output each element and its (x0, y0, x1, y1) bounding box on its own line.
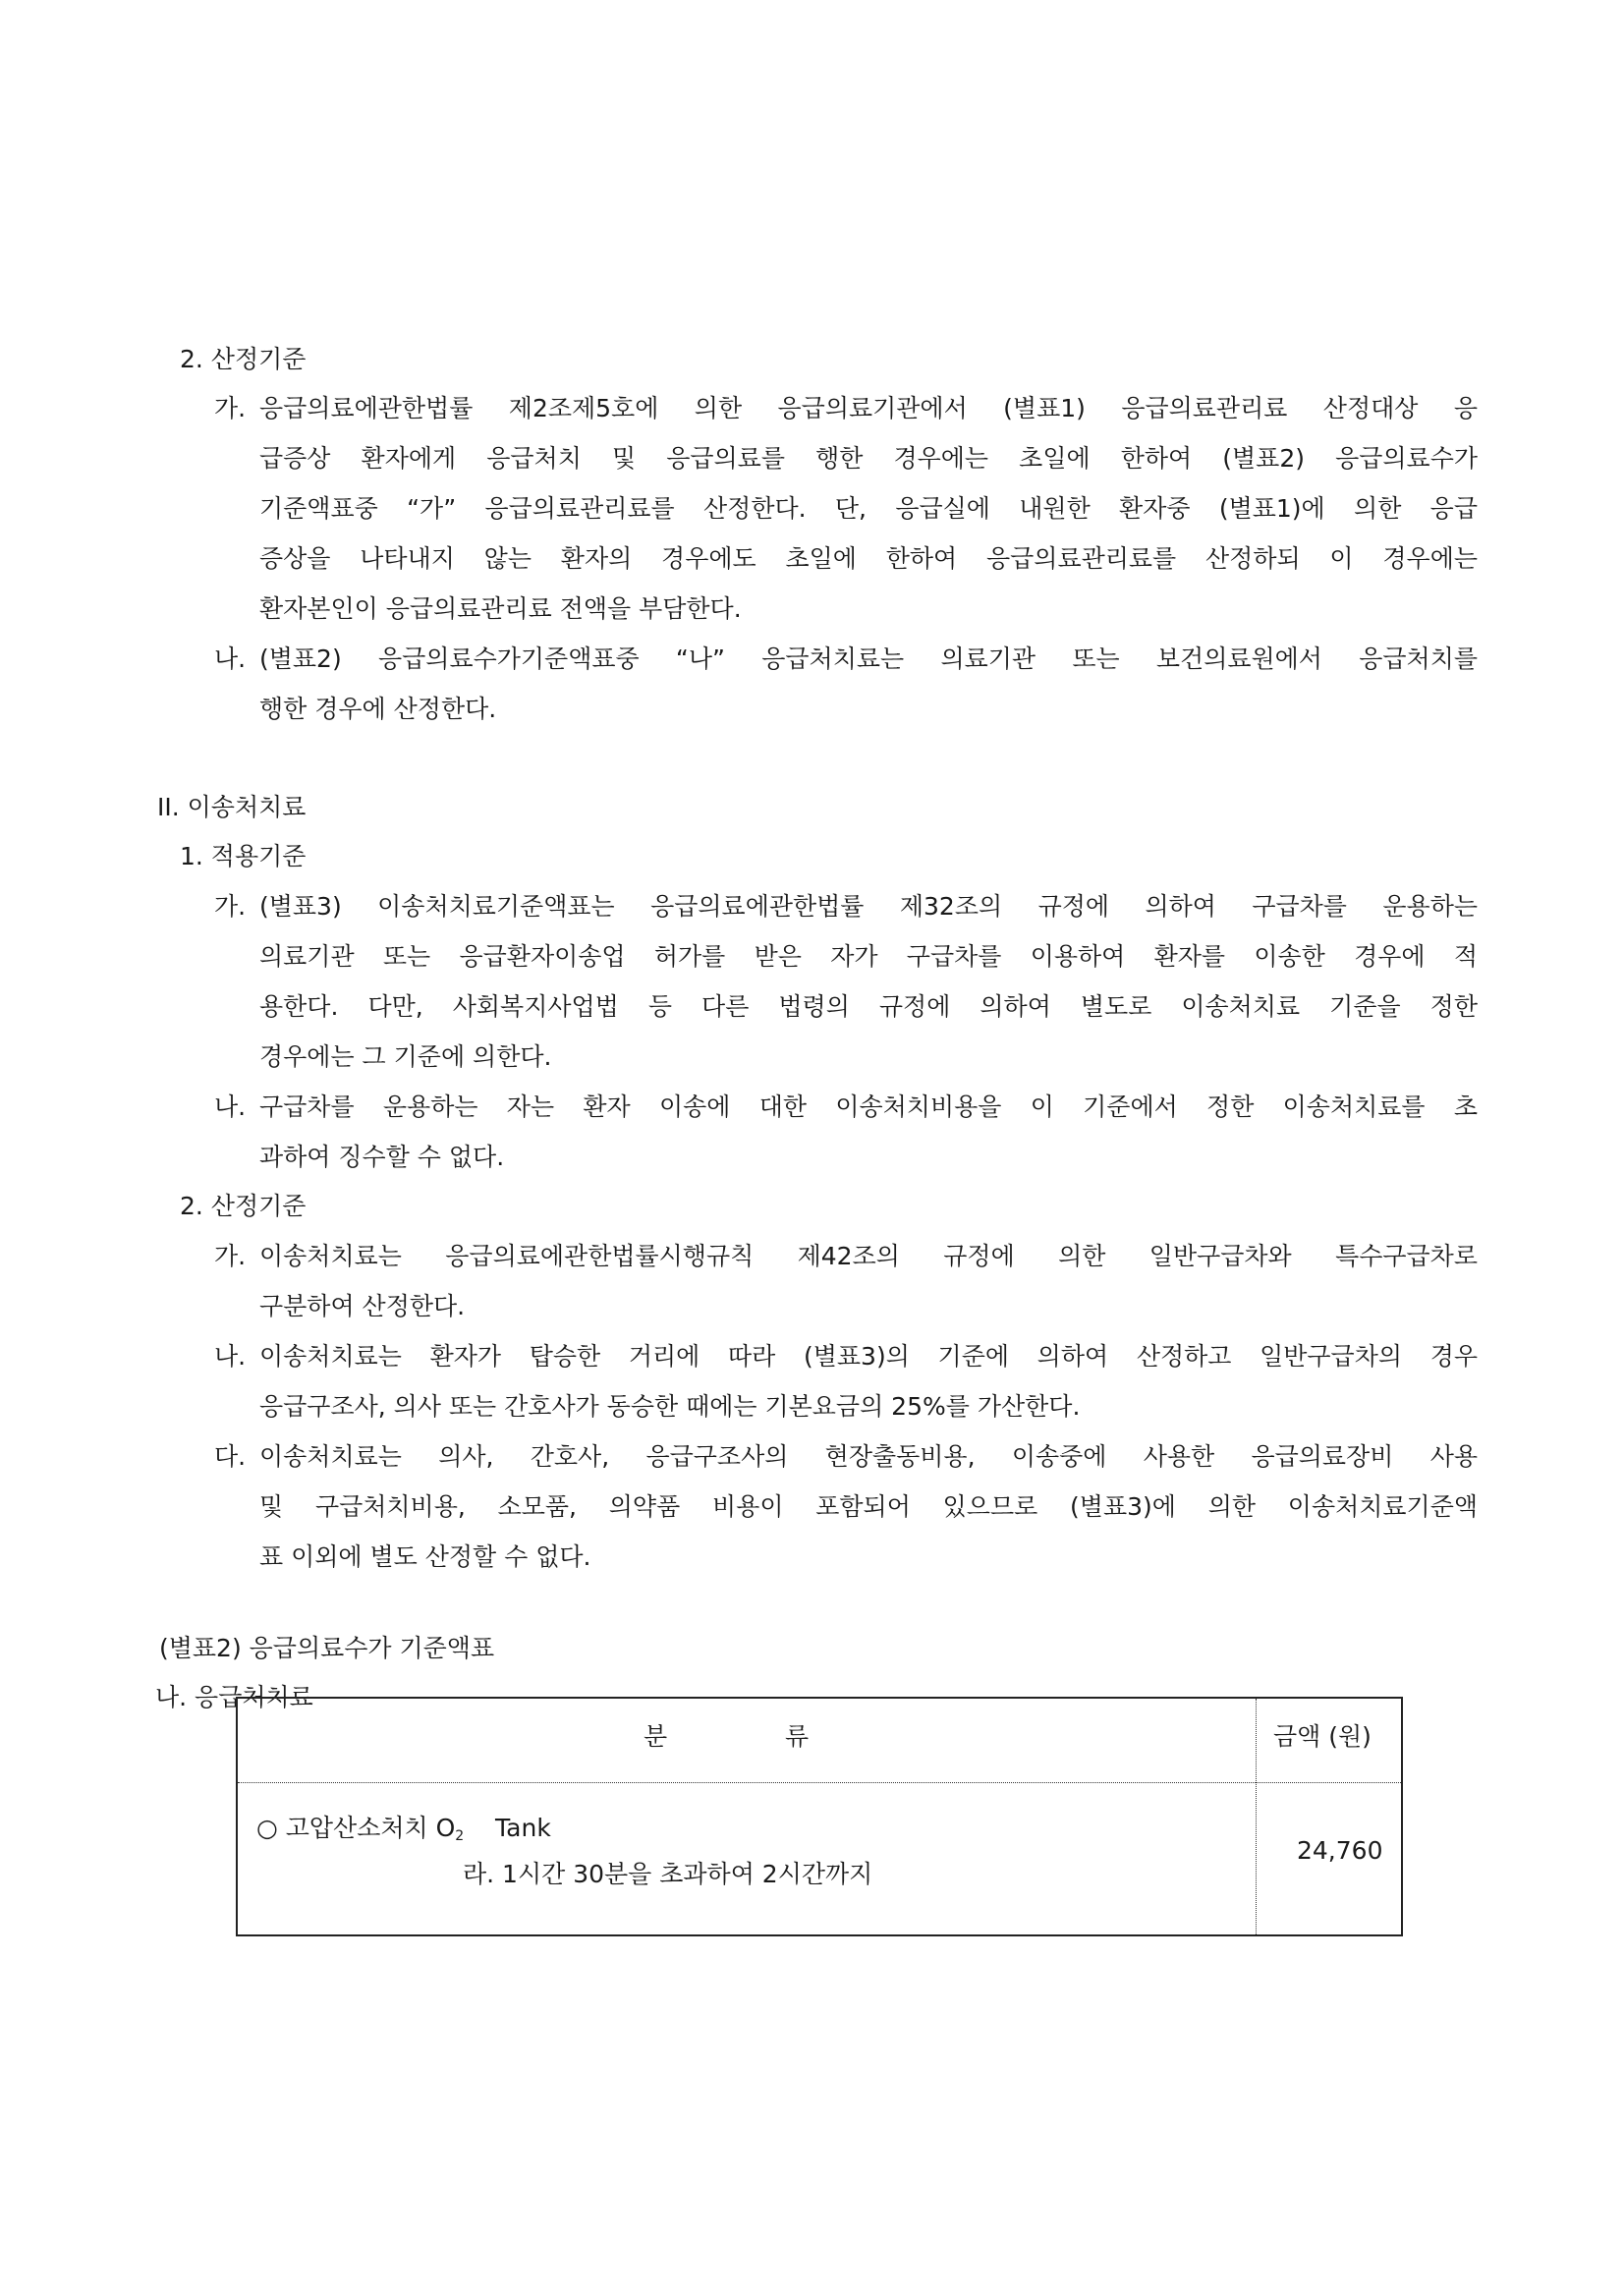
fee-table (236, 1697, 1403, 1936)
section-heading-transport-fee: II. 이송처치료 (157, 793, 307, 821)
item-subscript: 2 (455, 1828, 465, 1844)
item-marker-da: 다. (214, 1442, 247, 1471)
paragraph-line: 의료기관 또는 응급환자이송업 허가를 받은 자가 구급차를 이용하여 환자를 이송한 경우에 적 (259, 942, 1478, 971)
paragraph-line: 급증상 환자에게 응급처치 및 응급의료를 행한 경우에는 초일에 한하여 (별표2) 응급의료수가 (259, 444, 1478, 473)
paragraph-line: 응급의료에관한법률 제2조제5호에 의한 응급의료기관에서 (별표1) 응급의료관리료 산정대상 응 (259, 394, 1478, 422)
paragraph-line: 구분하여 산정한다. (259, 1292, 466, 1320)
item-marker-na: 나. (214, 1092, 247, 1121)
table-header-amount: 금액 (원) (1273, 1722, 1372, 1751)
paragraph-line: 구급차를 운용하는 자는 환자 이송에 대한 이송처치비용을 이 기준에서 정한 이송처치료를 초 (259, 1092, 1478, 1121)
paragraph-line: 이송처치료는 환자가 탑승한 거리에 따라 (별표3)의 기준에 의하여 산정하고 일반구급차의 경우 (259, 1342, 1478, 1371)
section-heading-calculation-criteria: 2. 산정기준 (180, 345, 307, 373)
paragraph-line: 기준액표중 “가” 응급의료관리료를 산정한다. 단, 응급실에 내원한 환자중 (별표1)에 의한 응급 (259, 494, 1478, 523)
table-row-subitem: 라. 1시간 30분을 초과하여 2시간까지 (463, 1860, 873, 1888)
paragraph-line: 환자본인이 응급의료관리료 전액을 부담한다. (259, 594, 742, 623)
table-header-divider (238, 1782, 1401, 1783)
item-name: ○ 고압산소처치 O (256, 1814, 456, 1842)
item-marker-ga: 가. (214, 892, 247, 921)
table-header-category-char2: 류 (785, 1722, 810, 1751)
paragraph-line: 이송처치료는 의사, 간호사, 응급구조사의 현장출동비용, 이송중에 사용한 응급의료장비 사용 (259, 1442, 1478, 1471)
item-marker-na: 나. (214, 644, 247, 673)
paragraph-line: 표 이외에 별도 산정할 수 없다. (259, 1542, 591, 1571)
table-header-category-char1: 분 (644, 1722, 668, 1751)
paragraph-line: 응급구조사, 의사 또는 간호사가 동승한 때에는 기본요금의 25%를 가산한다. (259, 1392, 1081, 1421)
paragraph-line: 이송처치료는 응급의료에관한법률시행규칙 제42조의 규정에 의한 일반구급차와 특수구급차로 (259, 1242, 1478, 1270)
paragraph-line: 과하여 징수할 수 없다. (259, 1143, 505, 1171)
paragraph-line: 및 구급처치비용, 소모품, 의약품 비용이 포함되어 있으므로 (별표3)에 의한 이송처치료기준액 (259, 1492, 1478, 1521)
paragraph-line: 용한다. 다만, 사회복지사업법 등 다른 법령의 규정에 의하여 별도로 이송처치료 기준을 정한 (259, 992, 1478, 1021)
paragraph-line: 경우에는 그 기준에 의한다. (259, 1042, 552, 1071)
paragraph-line: 증상을 나타내지 않는 환자의 경우에도 초일에 한하여 응급의료관리료를 산정하되 이 경우에는 (259, 544, 1478, 573)
item-marker-ga: 가. (214, 1242, 247, 1270)
item-marker-ga: 가. (214, 394, 247, 422)
table-row-item (256, 1814, 551, 1851)
appendix-title: (별표2) 응급의료수가 기준액표 (159, 1634, 495, 1662)
paragraph-line: (별표3) 이송처치료기준액표는 응급의료에관한법률 제32조의 규정에 의하여 구급차를 운용하는 (259, 892, 1478, 921)
paragraph-line: (별표2) 응급의료수가기준액표중 “나” 응급처치료는 의료기관 또는 보건의료원에서 응급처치를 (259, 644, 1478, 673)
subsection-heading-application-criteria: 1. 적용기준 (180, 842, 307, 870)
appendix-subtitle: 나. 응급처치료 (155, 1683, 313, 1711)
subsection-heading-calculation-criteria: 2. 산정기준 (180, 1192, 307, 1220)
table-column-divider (1256, 1699, 1257, 1934)
table-row-amount: 24,760 (1297, 1836, 1383, 1865)
paragraph-line: 행한 경우에 산정한다. (259, 695, 497, 723)
item-marker-na: 나. (214, 1342, 247, 1371)
item-suffix: Tank (495, 1814, 551, 1842)
